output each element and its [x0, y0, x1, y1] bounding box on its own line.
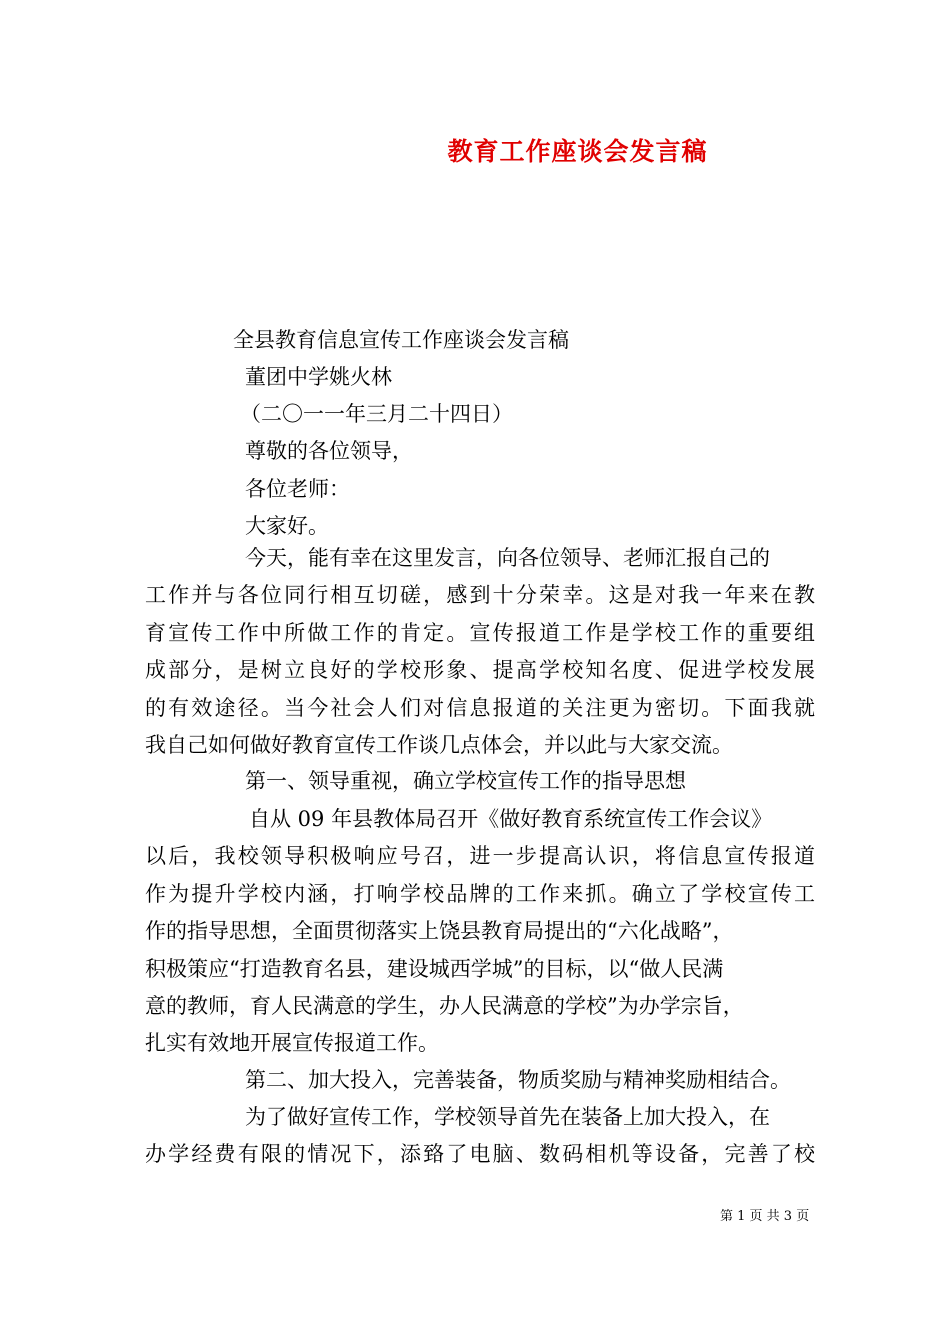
page-number: 第 1 页 共 3 页 [720, 1209, 810, 1224]
paragraph-line: 今天，能有幸在这里发言，向各位领导、老师汇报自己的 [245, 546, 770, 570]
paragraph-line: 意的教师，育人民满意的学生，办人民满意的学校”为办学宗旨， [145, 994, 744, 1019]
salutation-line-1: 尊敬的各位领导， [245, 439, 413, 463]
paragraph-line: 作为提升学校内涵，打响学校品牌的工作来抓。确立了学校宣传工 [145, 881, 815, 906]
salutation-line-2: 各位老师： [245, 477, 350, 501]
paragraph-line: 育宣传工作中所做工作的肯定。宣传报道工作是学校工作的重要组 [145, 620, 815, 645]
speech-title: 全县教育信息宣传工作座谈会发言稿 [233, 328, 569, 352]
paragraph-line: 作的指导思想，全面贯彻落实上饶县教育局提出的“六化战略”， [145, 919, 734, 944]
paragraph-2 [145, 801, 815, 1063]
paragraph-line: 扎实有效地开展宣传报道工作。 [145, 1031, 439, 1056]
paragraph-1 [145, 540, 815, 764]
paragraph-line: 的有效途径。当今社会人们对信息报道的关注更为密切。下面我就 [145, 695, 815, 720]
greeting-line: 大家好。 [245, 514, 329, 538]
paragraph-line: 工作并与各位同行相互切磋，感到十分荣幸。这是对我一年来在教 [145, 583, 815, 608]
paragraph-line: 为了做好宣传工作，学校领导首先在装备上加大投入，在 [245, 1105, 770, 1129]
section-heading-2: 第二、加大投入，完善装备，物质奖励与精神奖励相结合。 [245, 1068, 791, 1092]
paragraph-line: 我自己如何做好教育宣传工作谈几点体会，并以此与大家交流。 [145, 733, 733, 758]
paragraph-line: 成部分，是树立良好的学校形象、提高学校知名度、促进学校发展 [145, 658, 815, 683]
speaker-line: 董团中学姚火林 [245, 365, 392, 389]
date-line: （二〇一一年三月二十四日） [240, 402, 513, 426]
paragraph-line: 以后，我校领导积极响应号召，进一步提高认识，将信息宣传报道 [145, 844, 815, 869]
document-title: 教育工作座谈会发言稿 [447, 137, 708, 166]
paragraph-line: 积极策应“打造教育名县，建设城西学城”的目标，以“做人民满 [145, 956, 724, 981]
paragraph-3 [145, 1099, 815, 1174]
paragraph-line: 办学经费有限的情况下，添臵了电脑、数码相机等设备，完善了校 [145, 1142, 815, 1167]
paragraph-line: 自从 09 年县教体局召开《做好教育系统宣传工作会议》 [249, 807, 773, 831]
section-heading-1: 第一、领导重视，确立学校宣传工作的指导思想 [245, 769, 686, 793]
